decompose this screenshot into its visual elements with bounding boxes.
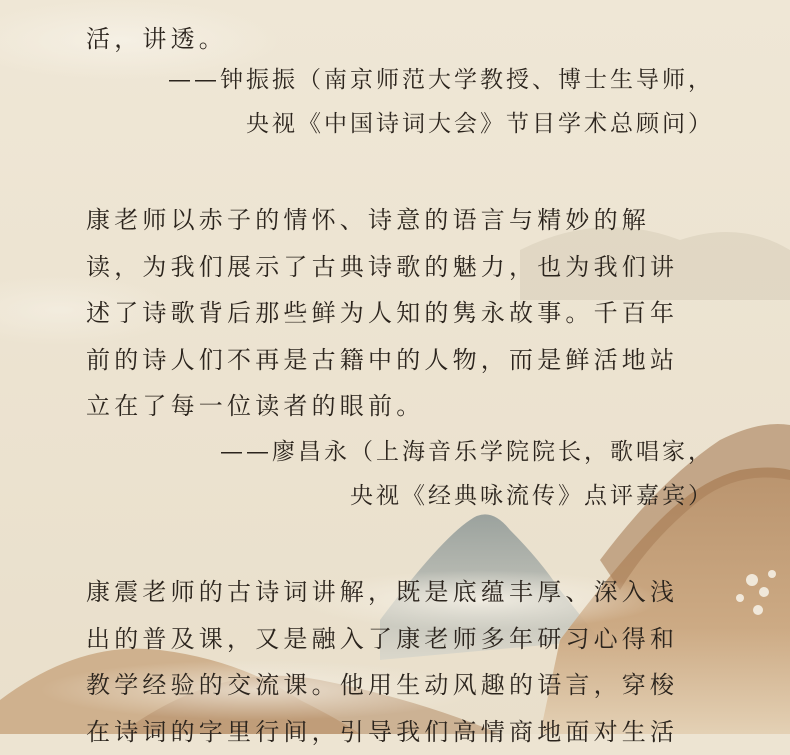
- attribution-line: ——钟振振（南京师范大学教授、博士生导师，: [168, 58, 714, 102]
- quote2-paragraph: [86, 197, 714, 430]
- quote3-line: 在诗词的字里行间，引导我们高情商地面对生活: [86, 709, 714, 755]
- quote2-line: 前的诗人们不再是古籍中的人物，而是鲜活地站: [86, 337, 714, 384]
- quote1-attribution: [168, 58, 714, 146]
- quote1-tail: [86, 16, 714, 63]
- quote2-line: 述了诗歌背后那些鲜为人知的隽永故事。千百年: [86, 290, 714, 337]
- quote3-line: 出的普及课，又是融入了康老师多年研习心得和: [86, 616, 714, 663]
- quote2-attribution: [220, 430, 714, 518]
- attribution-line: 央视《经典咏流传》点评嘉宾）: [220, 474, 714, 518]
- quote2-line: 康老师以赤子的情怀、诗意的语言与精妙的解: [86, 197, 714, 244]
- quote3-line: 康震老师的古诗词讲解，既是底蕴丰厚、深入浅: [86, 569, 714, 616]
- quote3-line: 教学经验的交流课。他用生动风趣的语言，穿梭: [86, 662, 714, 709]
- attribution-line: ——廖昌永（上海音乐学院院长，歌唱家，: [220, 430, 714, 474]
- quote2-line: 读，为我们展示了古典诗歌的魅力，也为我们讲: [86, 244, 714, 291]
- quote3-paragraph: [86, 569, 714, 755]
- quote2-line: 立在了每一位读者的眼前。: [86, 383, 714, 430]
- attribution-line: 央视《中国诗词大会》节目学术总顾问）: [168, 102, 714, 146]
- quote1-line: 活，讲透。: [86, 16, 714, 63]
